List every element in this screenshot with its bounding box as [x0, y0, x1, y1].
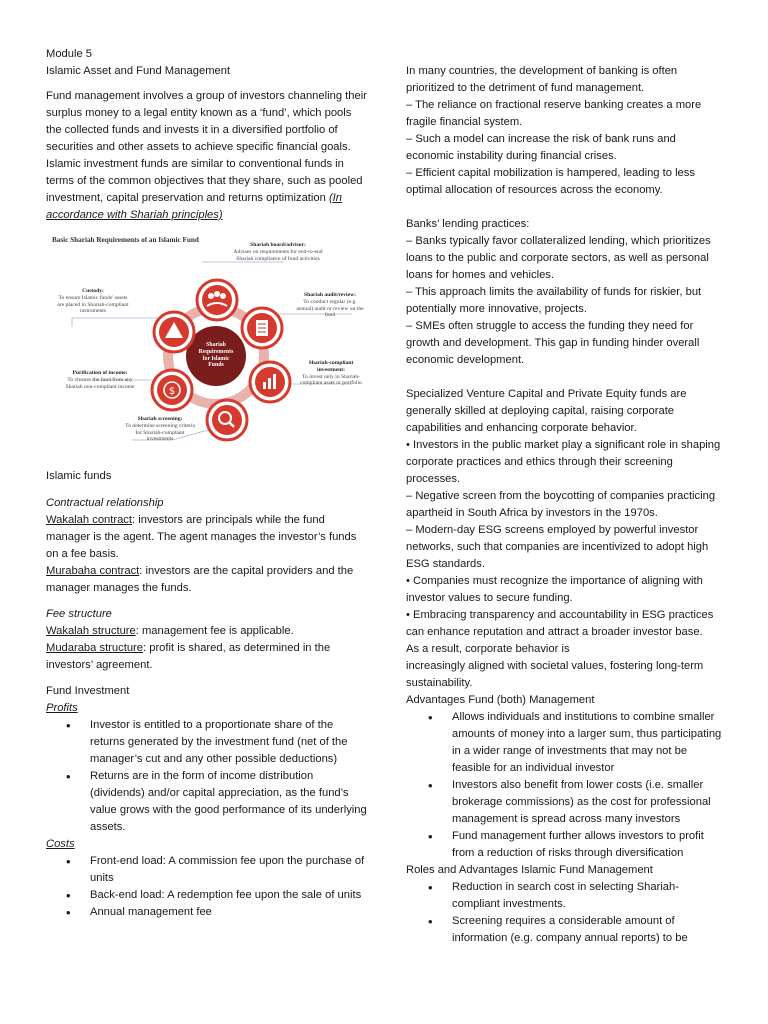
wakalah-contract-paragraph [46, 512, 368, 563]
svg-text:$: $ [168, 386, 176, 397]
contractual-heading: Contractual relationship [46, 497, 164, 509]
banking-item: – Efficient capital mobilization is hampered, leading to less optimal allocation of resources across the economy. [406, 167, 695, 196]
islamic-investment-term: Islamic investment funds [46, 158, 169, 170]
cost-list [46, 853, 368, 921]
wakalah-structure-text: : management fee is applicable. [135, 625, 294, 637]
screening-item: increasingly aligned with societal values, fostering long-term sustainability. [406, 660, 704, 689]
list-item: • Fund management further allows investors to profit from a reduction of risks through diversification [406, 828, 726, 862]
list-item: • Annual management fee [46, 904, 368, 921]
banking-paragraph: In many countries, the development of banking is often prioritized to the detriment of fund management. [406, 65, 678, 94]
lending-heading: Banks’ lending practices: [406, 218, 530, 230]
module-label: Module 5 [46, 48, 93, 60]
roles-list [406, 879, 726, 947]
wakalah-structure-term: Wakalah structure [46, 625, 136, 637]
screening-text: To determine screening criteria for Shariah-compliant investments [125, 422, 195, 443]
mudaraba-structure-term: Mudaraba structure [46, 642, 144, 654]
fee-structure-heading: Fee structure [46, 608, 112, 620]
shariah-note: (In accordance with Shariah principles) [46, 192, 343, 221]
custody-heading: Custody: [82, 288, 104, 294]
list-item: • Reduction in search cost in selecting Shariah-compliant investments. [406, 879, 726, 913]
fund-investment-heading: Fund Investment [46, 685, 130, 697]
satellite-audit [242, 308, 282, 348]
screening-item: As a result, corporate behavior is [406, 643, 570, 655]
purification-text: To cleanse the fund from any Shariah non-compliant income [65, 376, 135, 390]
advantages-heading: Advantages Fund (both) Management [406, 694, 595, 706]
fund-management-text: involves a group of investors channeling their surplus money to a legal entity known as a ‘fund’, which pools the collected funds and invests it in a diversified portfolio of securities and other assets to achieve specific financial goals. [46, 90, 367, 153]
label-investment [300, 360, 362, 387]
screening-item: • Investors in the public market play a significant role in shaping corporate practices and ethics through their screening processes. [406, 439, 721, 485]
label-audit [296, 292, 364, 319]
satellite-custody [154, 312, 194, 352]
center-label: Shariah Requirements for Islamic Funds [198, 342, 234, 369]
banking-item: – Such a model can increase the risk of bank runs and economic instability during financial crises. [406, 133, 676, 162]
fund-management-term: Fund management [46, 90, 140, 102]
figure-title: Basic Shariah Requirements of an Islamic Fund [52, 236, 199, 244]
islamic-funds-heading: Islamic funds [46, 470, 112, 482]
mudaraba-structure-text: : profit is shared, as determined in the investors’ agreement. [46, 642, 331, 671]
banking-item: – The reliance on fractional reserve banking creates a more fragile financial system. [406, 99, 702, 128]
label-board [228, 242, 328, 262]
lending-item: – This approach limits the availability of funds for riskier, but potentially more innovative, projects. [406, 286, 702, 315]
audit-text: To conduct regular (e.g. annual) audit or review on the fund [296, 298, 364, 319]
list-item: • Returns are in the form of income distribution (dividends) and/or capital appreciation, as the fund’s value grows with the good performance of its underlying assets. [46, 768, 368, 836]
screening-item: • Embracing transparency and accountability in ESG practices can enhance reputation and attract a broader investor base. [406, 609, 714, 638]
investment-heading: Shariah-compliant investment: [308, 360, 354, 373]
board-text: Advises on requirements for end-to-end Shariah compliance of fund activities [233, 248, 323, 262]
mudaraba-structure-paragraph [46, 640, 368, 674]
lending-item: – Banks typically favor collateralized lending, which prioritizes loans to the public and corporate sectors, as well as personal loans for homes and vehicles. [406, 235, 711, 281]
list-item: • Screening requires a considerable amount of information (e.g. company annual reports) to be [406, 913, 726, 947]
label-purification [62, 370, 138, 390]
board-heading: Shariah board/advisor: [250, 242, 306, 248]
right-column [406, 63, 726, 947]
list-item: • Investors also benefit from lower costs (i.e. smaller brokerage commissions) as the cost for professional management is spread across many investors [406, 777, 726, 828]
wakalah-contract-term: Wakalah contract [46, 514, 133, 526]
satellite-investment [250, 362, 290, 402]
shariah-requirements-figure [52, 232, 364, 454]
islamic-investment-paragraph [46, 156, 368, 224]
label-screening [122, 416, 198, 443]
list-item: • Allows individuals and institutions to combine smaller amounts of money into a larger sum, thus participating in a wider range of investments that may not be feasible for an individual investor [406, 709, 726, 777]
screening-item: • Companies must recognize the importance of aligning with investor values to secure funding. [406, 575, 703, 604]
satellite-board [197, 280, 237, 320]
profit-list [46, 717, 368, 836]
list-item: • Investor is entitled to a proportionate share of the returns generated by the investment fund (net of the manager’s cut and any other possible deductions) [46, 717, 368, 768]
list-item: • Back-end load: A redemption fee upon the sale of units [46, 887, 368, 904]
custody-text: To ensure Islamic funds' assets are placed in Shariah-compliant instruments [57, 294, 129, 315]
fund-management-paragraph [46, 88, 368, 156]
left-column [46, 46, 368, 921]
investment-text: To invest only in Shariah-compliant asset or portfolio [300, 373, 362, 387]
screening-item: – Negative screen from the boycotting of companies practicing apartheid in South Africa by investors in the 1970s. [406, 490, 716, 519]
screening-item: – Modern-day ESG screens employed by powerful investor networks, such that companies are incentivized to adopt high ESG standards. [406, 524, 709, 570]
page-title: Islamic Asset and Fund Management [46, 65, 231, 77]
roles-heading: Roles and Advantages Islamic Fund Management [406, 864, 653, 876]
murabaha-contract-paragraph [46, 563, 368, 597]
islamic-investment-text: are similar to conventional funds in terms of the common objectives that they share, such as pooled investment, capital preservation and returns optimization [46, 158, 363, 204]
profits-heading: Profits [46, 702, 78, 714]
murabaha-contract-term: Murabaha contract [46, 565, 140, 577]
lending-item: – SMEs often struggle to access the funding they need for growth and development. This gap in funding hinder overall economic development. [406, 320, 700, 366]
screening-heading: Shariah screening: [137, 416, 183, 422]
satellite-purification [152, 370, 192, 410]
wakalah-contract-text: : investors are principals while the fund manager is the agent. The agent manages the investor’s funds on a fee basis. [46, 514, 357, 560]
audit-heading: Shariah audit/review: [304, 292, 356, 298]
advantages-list [406, 709, 726, 862]
satellite-screening [207, 400, 247, 440]
murabaha-contract-text: : investors are the capital providers and the manager manages the funds. [46, 565, 354, 594]
costs-heading: Costs [46, 838, 75, 850]
wakalah-structure-paragraph [46, 623, 368, 640]
purification-heading: Purification of income: [72, 370, 128, 376]
label-custody [56, 288, 130, 315]
venture-capital-paragraph: Specialized Venture Capital and Private Equity funds are generally skilled at deploying capital, raising corporate capabilities and enhancing corporate behavior. [406, 388, 687, 434]
list-item: • Front-end load: A commission fee upon the purchase of units [46, 853, 368, 887]
